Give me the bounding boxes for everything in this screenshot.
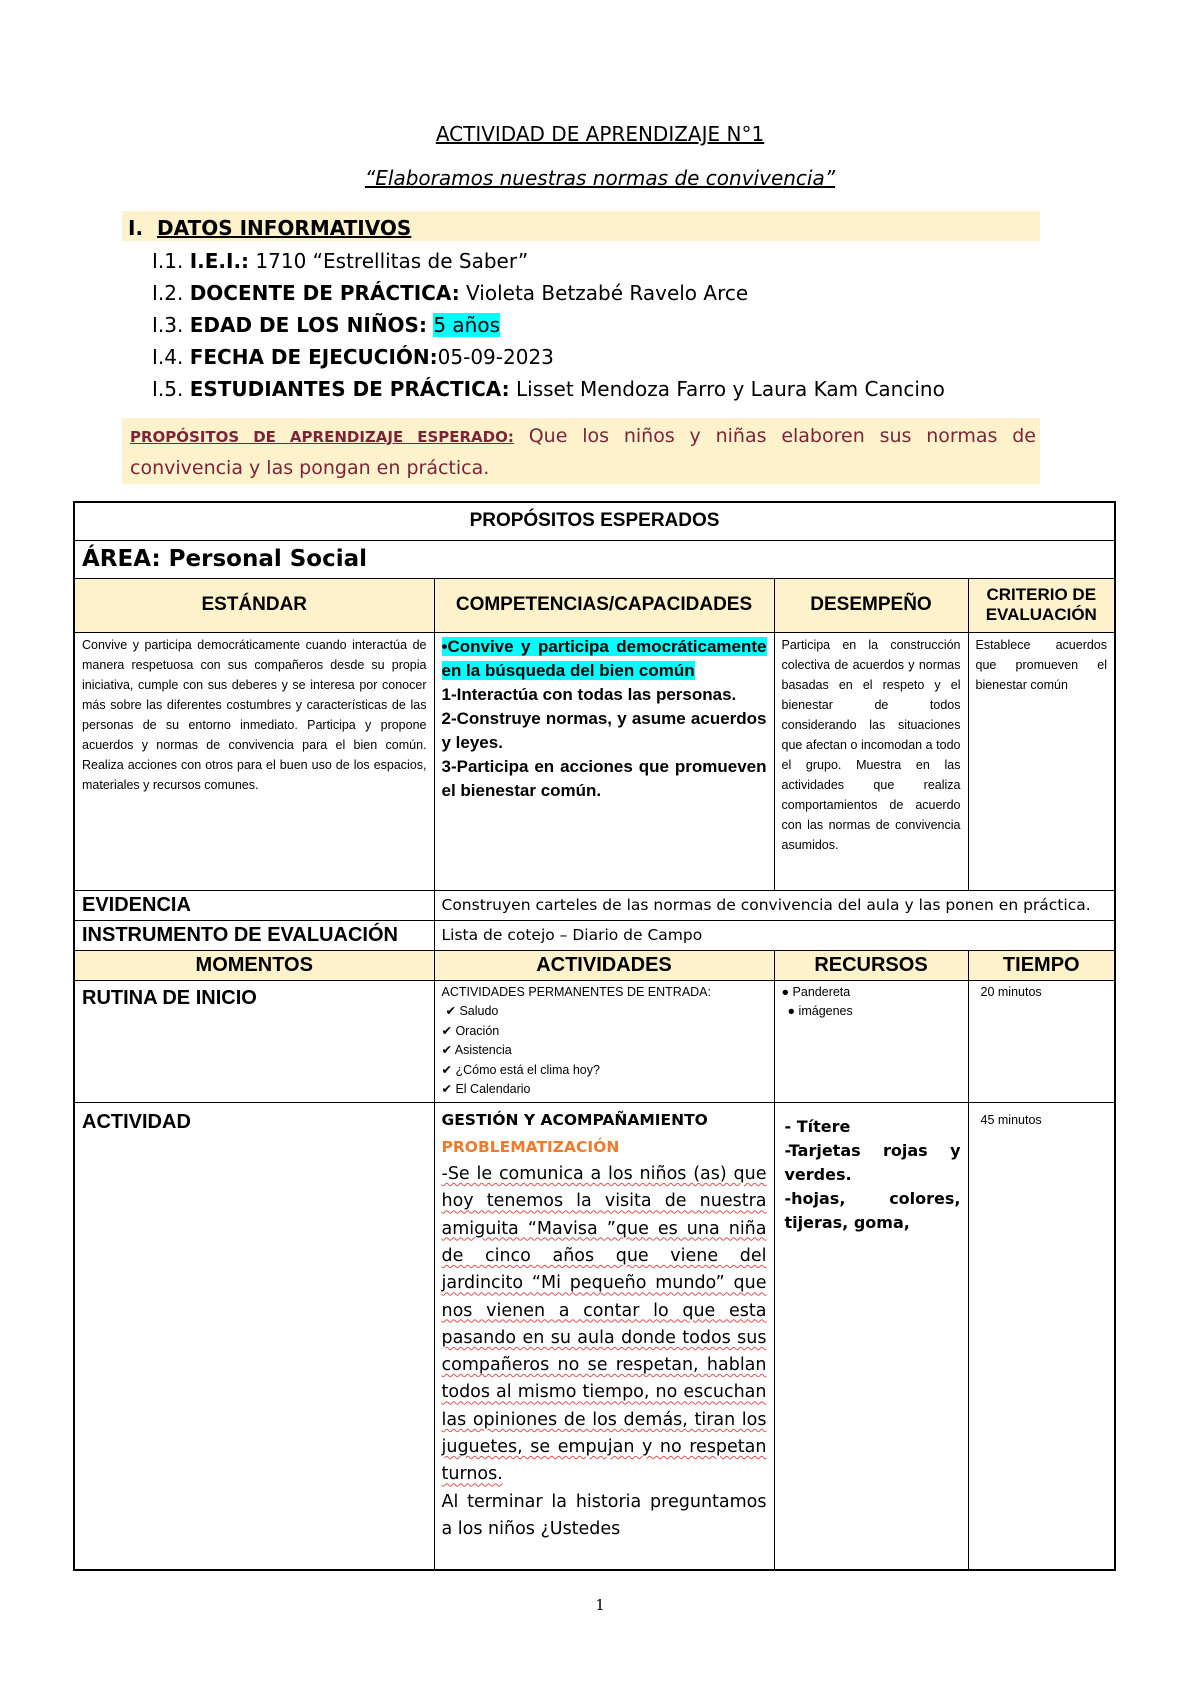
col-tiempo: TIEMPO <box>968 950 1115 980</box>
competencias-cell <box>434 632 774 890</box>
competencia-title: •Convive y participa democráticamente en la búsqueda del bien común <box>441 636 767 680</box>
rutina-item: ¿Cómo está el clima hoy? <box>455 1062 600 1077</box>
evidencia-value: Construyen carteles de las normas de convivencia del aula y las ponen en práctica. <box>434 890 1115 920</box>
document-subtitle: “Elaboramos nuestras normas de convivencia” <box>364 166 836 190</box>
capacidad-1: 1-Interactúa con todas las personas. <box>441 684 737 704</box>
criterio-cell: Establece acuerdos que promueven el bienestar común <box>968 632 1115 890</box>
desempeno-cell: Participa en la construcción colectiva de acuerdos y normas basadas en el respeto y el bienestar de todos considerando las situaciones que afectan o incomodan a todo el grupo. Muestra en las actividades que realiza comportamientos de acuerdo con las normas de convivencia asumidos. <box>774 632 968 890</box>
estandar-cell: Convive y participa democráticamente cuando interactúa de manera respetuosa con sus compañeros desde su propia iniciativa, cumple con sus deberes y se interesa por conocer más sobre las diferentes costumbres y características de las personas de su entorno inmediato. Participa y propone acuerdos y normas de convivencia para el bien común. Realiza acciones con otros para el buen uso de los espacios, materiales y recursos comunes. <box>74 632 434 890</box>
rutina-activities: ACTIVIDADES PERMANENTES DE ENTRADA: ✔ Saludo ✔ Oración ✔ Asistencia ✔ ¿Cómo está el clima hoy? ✔ El Calendario <box>434 980 774 1102</box>
instrumento-value: Lista de cotejo – Diario de Campo <box>434 920 1115 950</box>
col-desempeno: DESEMPEÑO <box>774 578 968 632</box>
rutina-tiempo: 20 minutos <box>968 980 1115 1102</box>
bullet-icon: ● <box>787 1004 796 1018</box>
plan-table <box>73 501 1116 1571</box>
recurso-item: - Títere <box>784 1116 851 1136</box>
section-title <box>128 216 411 240</box>
area-row: ÁREA: Personal Social <box>74 540 1115 578</box>
info-row-fecha: I.4. FECHA DE EJECUCIÓN:05-09-2023 <box>152 345 554 369</box>
info-row-edad: I.3. EDAD DE LOS NIÑOS: 5 años <box>152 313 500 337</box>
evidencia-label: EVIDENCIA <box>74 890 434 920</box>
problematizacion-heading: PROBLEMATIZACIÓN <box>441 1137 620 1156</box>
col-momentos: MOMENTOS <box>74 950 434 980</box>
proposito-label: PROPÓSITOS DE APRENDIZAJE ESPERADO: <box>130 428 514 446</box>
info-row-iei: I.1. I.E.I.: 1710 “Estrellitas de Saber” <box>152 249 529 273</box>
table-heading: PROPÓSITOS ESPERADOS <box>74 502 1115 540</box>
recurso-item: -Tarjetas rojas y verdes. <box>784 1140 961 1184</box>
edad-value: 5 años <box>433 313 500 337</box>
rutina-recursos: ● Pandereta ● imágenes <box>774 980 968 1102</box>
col-criterio: CRITERIO DE EVALUACIÓN <box>968 578 1115 632</box>
rutina-item: Asistencia <box>454 1043 512 1057</box>
info-row-estudiantes: I.5. ESTUDIANTES DE PRÁCTICA: Lisset Mendoza Farro y Laura Kam Cancino <box>152 377 945 401</box>
actividad-text-2: Al terminar la historia preguntamos a los niños ¿Ustedes <box>441 1491 767 1539</box>
page-number: 1 <box>595 1596 605 1614</box>
actividad-label: ACTIVIDAD <box>74 1102 434 1570</box>
bullet-icon: ● <box>781 984 790 999</box>
rutina-item: Oración <box>455 1023 500 1038</box>
rutina-heading: ACTIVIDADES PERMANENTES DE ENTRADA: <box>441 984 711 999</box>
recurso-item: -hojas, colores, tijeras, goma, <box>784 1188 961 1232</box>
col-actividades: ACTIVIDADES <box>434 950 774 980</box>
instrumento-label: INSTRUMENTO DE EVALUACIÓN <box>74 920 434 950</box>
actividad-recursos <box>774 1102 968 1570</box>
section-number: I. <box>128 216 144 240</box>
actividad-tiempo: 45 minutos <box>968 1102 1115 1570</box>
proposito-text <box>130 421 1036 484</box>
section-label: DATOS INFORMATIVOS <box>157 216 412 240</box>
document-title: ACTIVIDAD DE APRENDIZAJE N°1 <box>435 122 765 146</box>
gestion-heading: GESTIÓN Y ACOMPAÑAMIENTO <box>441 1110 708 1129</box>
col-estandar: ESTÁNDAR <box>74 578 434 632</box>
col-competencias: COMPETENCIAS/CAPACIDADES <box>434 578 774 632</box>
proposito-value: Que los niños y niñas elaboren sus normas de convivencia y las pongan en práctica. <box>130 425 1036 479</box>
actividad-text: -Se le comunica a los niños (as) que hoy tenemos la visita de nuestra amiguita “Mavisa ”que es una niña de cinco años que viene del jardincito “Mi pequeño mundo” que nos vienen a contar lo que esta pasando en su aula donde todos sus compañeros no se respetan, hablan todos al mismo tiempo, no escuchan las opiniones de los demás, tiran los juguetes, se empujan y no respetan turnos. <box>441 1164 767 1485</box>
rutina-label: RUTINA DE INICIO <box>74 980 434 1102</box>
capacidad-2: 2-Construye normas, y asume acuerdos y leyes. <box>441 708 767 752</box>
actividad-cell <box>434 1102 774 1570</box>
info-row-docente: I.2. DOCENTE DE PRÁCTICA: Violeta Betzabé Ravelo Arce <box>152 281 749 305</box>
rutina-item: El Calendario <box>455 1082 531 1096</box>
capacidad-3: 3-Participa en acciones que promueven el bienestar común. <box>441 756 767 800</box>
rutina-item: Saludo <box>459 1004 499 1018</box>
col-recursos: RECURSOS <box>774 950 968 980</box>
